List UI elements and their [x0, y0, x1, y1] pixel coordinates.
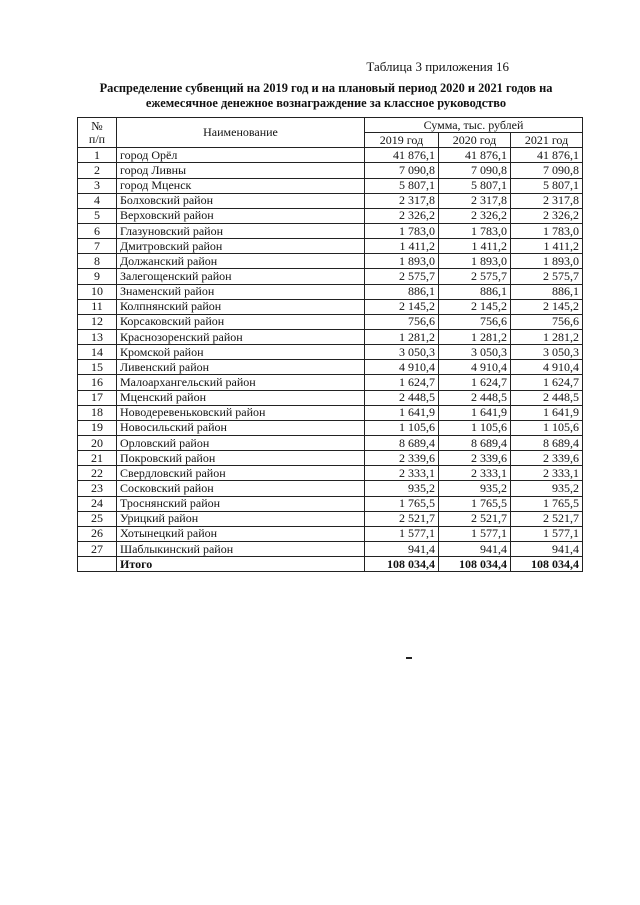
row-value-2019: 756,6 [365, 314, 439, 329]
row-number: 12 [78, 314, 117, 329]
row-value-2021: 2 333,1 [511, 466, 583, 481]
row-value-2019: 1 641,9 [365, 405, 439, 420]
row-name: Урицкий район [117, 511, 365, 526]
row-value-2019: 41 876,1 [365, 148, 439, 163]
row-value-2020: 1 105,6 [439, 420, 511, 435]
row-value-2020: 8 689,4 [439, 435, 511, 450]
table-body [78, 148, 583, 572]
row-name: Троснянский район [117, 496, 365, 511]
row-value-2021: 2 317,8 [511, 193, 583, 208]
row-value-2020: 2 145,2 [439, 299, 511, 314]
row-name: Кромской район [117, 345, 365, 360]
table-row [78, 511, 583, 526]
row-number: 3 [78, 178, 117, 193]
row-number: 18 [78, 405, 117, 420]
row-value-2020: 41 876,1 [439, 148, 511, 163]
row-value-2019: 2 317,8 [365, 193, 439, 208]
row-value-2020: 935,2 [439, 481, 511, 496]
row-value-2020: 7 090,8 [439, 163, 511, 178]
table-row [78, 329, 583, 344]
row-value-2021: 941,4 [511, 541, 583, 556]
row-number: 21 [78, 451, 117, 466]
row-name: Новосильский район [117, 420, 365, 435]
document-title [70, 81, 582, 111]
row-value-2020: 2 448,5 [439, 390, 511, 405]
row-name: Шаблыкинский район [117, 541, 365, 556]
row-value-2019: 5 807,1 [365, 178, 439, 193]
total-number [78, 557, 117, 572]
row-value-2020: 1 641,9 [439, 405, 511, 420]
row-value-2019: 1 783,0 [365, 223, 439, 238]
total-value-2020: 108 034,4 [439, 557, 511, 572]
table-row [78, 314, 583, 329]
row-value-2021: 1 577,1 [511, 526, 583, 541]
row-value-2021: 7 090,8 [511, 163, 583, 178]
row-value-2021: 1 281,2 [511, 329, 583, 344]
row-name: Покровский район [117, 451, 365, 466]
row-value-2019: 2 575,7 [365, 269, 439, 284]
row-name: город Орёл [117, 148, 365, 163]
table-row [78, 345, 583, 360]
row-number: 5 [78, 208, 117, 223]
row-name: Должанский район [117, 254, 365, 269]
row-number: 20 [78, 435, 117, 450]
row-name: Малоархангельский район [117, 375, 365, 390]
row-name: Знаменский район [117, 284, 365, 299]
row-value-2021: 4 910,4 [511, 360, 583, 375]
row-value-2019: 1 624,7 [365, 375, 439, 390]
row-value-2021: 2 339,6 [511, 451, 583, 466]
row-name: Новодеревеньковский район [117, 405, 365, 420]
row-value-2021: 1 893,0 [511, 254, 583, 269]
row-name: Сосковский район [117, 481, 365, 496]
row-value-2021: 2 575,7 [511, 269, 583, 284]
row-name: Мценский район [117, 390, 365, 405]
row-number: 23 [78, 481, 117, 496]
table-row [78, 269, 583, 284]
row-name: Глазуновский район [117, 223, 365, 238]
row-value-2019: 2 326,2 [365, 208, 439, 223]
row-value-2020: 2 339,6 [439, 451, 511, 466]
header-year-2021: 2021 год [511, 133, 583, 148]
table-row [78, 163, 583, 178]
row-value-2021: 1 624,7 [511, 375, 583, 390]
row-value-2019: 3 050,3 [365, 345, 439, 360]
table-row [78, 405, 583, 420]
row-value-2019: 8 689,4 [365, 435, 439, 450]
row-number: 6 [78, 223, 117, 238]
row-value-2019: 941,4 [365, 541, 439, 556]
table-row [78, 299, 583, 314]
table-row [78, 526, 583, 541]
row-name: Орловский район [117, 435, 365, 450]
row-name: Болховский район [117, 193, 365, 208]
total-value-2021: 108 034,4 [511, 557, 583, 572]
row-value-2021: 886,1 [511, 284, 583, 299]
row-value-2020: 2 521,7 [439, 511, 511, 526]
row-value-2021: 2 145,2 [511, 299, 583, 314]
header-num-line-1: № [91, 118, 103, 133]
row-value-2021: 1 765,5 [511, 496, 583, 511]
row-value-2019: 1 577,1 [365, 526, 439, 541]
row-number: 25 [78, 511, 117, 526]
row-value-2019: 886,1 [365, 284, 439, 299]
row-number: 16 [78, 375, 117, 390]
row-value-2020: 2 575,7 [439, 269, 511, 284]
header-year-2020: 2020 год [439, 133, 511, 148]
row-number: 19 [78, 420, 117, 435]
row-name: Корсаковский район [117, 314, 365, 329]
row-value-2020: 886,1 [439, 284, 511, 299]
row-value-2020: 756,6 [439, 314, 511, 329]
row-value-2020: 2 333,1 [439, 466, 511, 481]
row-value-2021: 3 050,3 [511, 345, 583, 360]
row-value-2020: 3 050,3 [439, 345, 511, 360]
row-number: 27 [78, 541, 117, 556]
table-row [78, 360, 583, 375]
row-value-2021: 1 641,9 [511, 405, 583, 420]
row-value-2019: 1 281,2 [365, 329, 439, 344]
row-value-2021: 2 521,7 [511, 511, 583, 526]
table-row [78, 178, 583, 193]
row-name: Хотынецкий район [117, 526, 365, 541]
table-row [78, 466, 583, 481]
row-number: 2 [78, 163, 117, 178]
row-number: 7 [78, 239, 117, 254]
row-number: 4 [78, 193, 117, 208]
row-value-2019: 1 105,6 [365, 420, 439, 435]
row-number: 11 [78, 299, 117, 314]
table-row [78, 481, 583, 496]
row-number: 17 [78, 390, 117, 405]
row-name: Краснозоренский район [117, 329, 365, 344]
row-value-2021: 1 105,6 [511, 420, 583, 435]
row-number: 26 [78, 526, 117, 541]
row-number: 13 [78, 329, 117, 344]
row-value-2019: 4 910,4 [365, 360, 439, 375]
row-value-2019: 1 765,5 [365, 496, 439, 511]
row-name: Залегощенский район [117, 269, 365, 284]
row-value-2021: 8 689,4 [511, 435, 583, 450]
row-value-2019: 2 333,1 [365, 466, 439, 481]
row-value-2020: 5 807,1 [439, 178, 511, 193]
row-value-2021: 2 326,2 [511, 208, 583, 223]
table-row [78, 375, 583, 390]
row-value-2020: 941,4 [439, 541, 511, 556]
table-row [78, 496, 583, 511]
row-value-2019: 2 339,6 [365, 451, 439, 466]
row-number: 9 [78, 269, 117, 284]
row-number: 10 [78, 284, 117, 299]
table-row [78, 254, 583, 269]
row-value-2020: 1 765,5 [439, 496, 511, 511]
title-line-1: Распределение субвенций на 2019 год и на плановый период 2020 и 2021 годов на [99, 81, 553, 95]
row-value-2019: 2 448,5 [365, 390, 439, 405]
row-value-2019: 1 893,0 [365, 254, 439, 269]
title-line-2: ежемесячное денежное вознаграждение за классное руководство [145, 96, 507, 110]
row-name: Колпнянский район [117, 299, 365, 314]
table-row [78, 193, 583, 208]
row-number: 24 [78, 496, 117, 511]
header-year-2019: 2019 год [365, 133, 439, 148]
row-value-2019: 2 521,7 [365, 511, 439, 526]
row-number: 15 [78, 360, 117, 375]
row-value-2019: 1 411,2 [365, 239, 439, 254]
row-name: Свердловский район [117, 466, 365, 481]
table-reference: Таблица 3 приложения 16 [366, 59, 509, 74]
subsidy-table [77, 117, 583, 572]
table-row [78, 420, 583, 435]
total-row [78, 557, 583, 572]
row-value-2020: 2 326,2 [439, 208, 511, 223]
row-value-2021: 41 876,1 [511, 148, 583, 163]
table-row [78, 451, 583, 466]
row-number: 22 [78, 466, 117, 481]
row-value-2019: 935,2 [365, 481, 439, 496]
total-label: Итого [117, 557, 365, 572]
row-number: 14 [78, 345, 117, 360]
table-row [78, 284, 583, 299]
header-num [78, 118, 117, 148]
row-value-2020: 1 411,2 [439, 239, 511, 254]
row-value-2020: 1 281,2 [439, 329, 511, 344]
row-number: 8 [78, 254, 117, 269]
row-value-2020: 1 624,7 [439, 375, 511, 390]
header-sum: Сумма, тыс. рублей [365, 118, 583, 133]
table-row [78, 541, 583, 556]
total-value-2019: 108 034,4 [365, 557, 439, 572]
table-row [78, 223, 583, 238]
row-value-2020: 4 910,4 [439, 360, 511, 375]
row-value-2019: 7 090,8 [365, 163, 439, 178]
table-row [78, 390, 583, 405]
row-value-2021: 2 448,5 [511, 390, 583, 405]
row-value-2020: 1 893,0 [439, 254, 511, 269]
header-name: Наименование [117, 118, 365, 148]
row-name: город Мценск [117, 178, 365, 193]
table-row [78, 208, 583, 223]
row-value-2021: 756,6 [511, 314, 583, 329]
row-name: Верховский район [117, 208, 365, 223]
table-row [78, 239, 583, 254]
table-row [78, 148, 583, 163]
row-value-2021: 1 411,2 [511, 239, 583, 254]
row-value-2020: 1 783,0 [439, 223, 511, 238]
page-mark [406, 657, 412, 659]
row-name: Ливенский район [117, 360, 365, 375]
row-value-2021: 935,2 [511, 481, 583, 496]
table-header [78, 118, 583, 148]
table-row [78, 435, 583, 450]
row-value-2021: 5 807,1 [511, 178, 583, 193]
row-value-2020: 1 577,1 [439, 526, 511, 541]
row-name: Дмитровский район [117, 239, 365, 254]
row-value-2020: 2 317,8 [439, 193, 511, 208]
row-name: город Ливны [117, 163, 365, 178]
row-number: 1 [78, 148, 117, 163]
row-value-2021: 1 783,0 [511, 223, 583, 238]
header-num-line-2: п/п [88, 131, 106, 146]
row-value-2019: 2 145,2 [365, 299, 439, 314]
